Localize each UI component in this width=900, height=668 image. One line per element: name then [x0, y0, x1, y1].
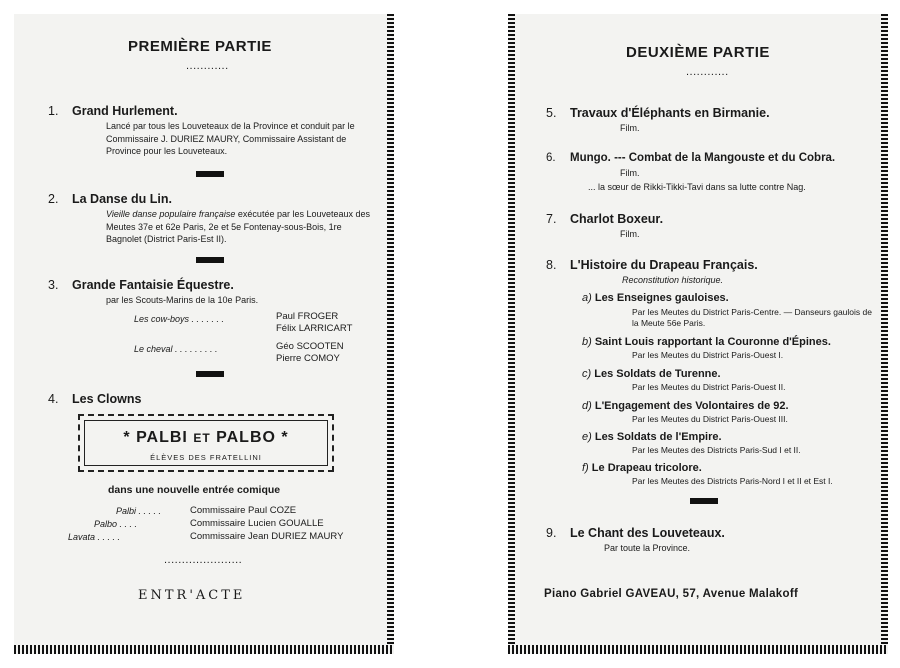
- program-item: [546, 106, 770, 120]
- sub-letter: d): [582, 400, 592, 412]
- item-number: 6.: [546, 152, 556, 164]
- cast-name: Pierre COMOY: [276, 353, 340, 364]
- sub-item: [582, 462, 702, 474]
- section-title: DEUXIÈME PARTIE: [626, 44, 770, 61]
- item-number: 1.: [48, 104, 59, 118]
- page-edge: [881, 14, 888, 654]
- dots-divider: ............: [686, 66, 729, 78]
- sub-item: [582, 431, 722, 443]
- item-number: 5.: [546, 106, 557, 120]
- sub-letter: a): [582, 292, 592, 304]
- dots-divider: ............: [186, 60, 229, 72]
- sub-title: Les Enseignes gauloises.: [594, 292, 729, 304]
- section-title: PREMIÈRE PARTIE: [128, 38, 272, 55]
- cast-name: Géo SCOOTEN: [276, 341, 344, 352]
- clowns-box: [78, 414, 334, 472]
- program-item: [546, 152, 835, 164]
- item-number: 9.: [546, 526, 557, 540]
- sub-letter: f): [582, 462, 589, 474]
- cast-role: Palbo . . . .: [94, 519, 138, 529]
- item-number: 4.: [48, 392, 59, 406]
- separator-bar: [690, 498, 718, 504]
- sub-description: Par les Meutes du District Paris-Ouest II.: [632, 382, 786, 392]
- item-description: par les Scouts-Marins de la 10e Paris.: [106, 295, 259, 305]
- item-number: 8.: [546, 258, 557, 272]
- program-item: [48, 192, 172, 206]
- item-title: Grand Hurlement.: [72, 104, 178, 118]
- item-description: Film.: [620, 123, 640, 133]
- clown-name: PALBI: [136, 429, 188, 446]
- page-edge: [387, 14, 394, 654]
- clown-conjunction: ET: [193, 431, 211, 445]
- separator-bar: [196, 171, 224, 177]
- separator-bar: [196, 371, 224, 377]
- page-edge: [508, 14, 515, 654]
- item-title: L'Histoire du Drapeau Français.: [570, 258, 758, 272]
- star-icon: *: [281, 429, 289, 446]
- sub-item: [582, 336, 831, 348]
- sub-title: Saint Louis rapportant la Couronne d'Épines.: [594, 336, 831, 348]
- sub-title: L'Engagement des Volontaires de 92.: [594, 400, 789, 412]
- entracte-label: ENTR'ACTE: [138, 588, 246, 603]
- clowns-names: [85, 429, 327, 447]
- separator-bar: [196, 257, 224, 263]
- item-number: 7.: [546, 212, 557, 226]
- star-icon: *: [123, 429, 131, 446]
- cast-name: Commissaire Paul COZE: [190, 505, 297, 516]
- cast-role: Lavata . . . . .: [68, 532, 121, 542]
- item-description: Film.: [620, 168, 640, 178]
- program-item: [48, 392, 141, 406]
- item-description: Film.: [620, 229, 640, 239]
- cast-name: Commissaire Lucien GOUALLE: [190, 518, 324, 529]
- item-title: Les Clowns: [72, 392, 142, 406]
- cast-role: Les cow-boys . . . . . . .: [134, 314, 225, 324]
- item-number: 3.: [48, 278, 59, 292]
- item-description: [106, 208, 378, 246]
- clowns-caption: dans une nouvelle entrée comique: [108, 484, 281, 496]
- program-item: [48, 104, 178, 118]
- page-edge: [14, 645, 394, 654]
- sub-description: Par les Meutes du District Paris-Ouest III.: [632, 414, 788, 424]
- sub-item: [582, 368, 721, 380]
- sub-item: [582, 292, 729, 304]
- left-page: [14, 14, 394, 654]
- page-edge: [508, 645, 888, 654]
- item-title: La Danse du Lin.: [72, 192, 173, 206]
- sub-title: Les Soldats de Turenne.: [594, 368, 721, 380]
- cast-role: Palbi . . . . .: [116, 506, 162, 516]
- item-title: Le Chant des Louveteaux.: [570, 526, 725, 540]
- item-description: Par toute la Province.: [604, 543, 691, 553]
- sub-description: Par les Meutes des Districts Paris-Nord I et II et Est I.: [632, 476, 833, 486]
- item-number: 2.: [48, 192, 59, 206]
- clowns-subtitle: ÉLÈVES DES FRATELLINI: [150, 453, 262, 462]
- clowns-box-inner: [84, 420, 328, 466]
- sub-letter: c): [582, 368, 592, 380]
- sub-description: Par les Meutes du District Paris-Centre. — Danseurs gaulois de la Meute 56e Paris.: [632, 307, 872, 328]
- program-item: [48, 278, 234, 292]
- right-page: [508, 14, 888, 654]
- cast-name: Commissaire Jean DURIEZ MAURY: [190, 531, 344, 542]
- program-item: [546, 212, 663, 226]
- sub-item: [582, 400, 789, 412]
- item-description: ... la sœur de Rikki-Tikki-Tavi dans sa lutte contre Nag.: [588, 182, 806, 192]
- description-text: exécutée par les Louveteaux des Meutes 37e et 62e Paris, 2e et 5e Fontenay-sous-Bois, 1re Bagnolet (District Paris-Est II).: [106, 209, 371, 244]
- item-description: Lancé par tous les Louveteaux de la Province et conduit par le Commissaire J. DURIEZ MAURY, Commissaire Assistant de Province pour les Louveteaux.: [106, 121, 355, 156]
- clown-name: PALBO: [216, 429, 276, 446]
- item-title: Charlot Boxeur.: [570, 212, 664, 226]
- sub-title: Le Drapeau tricolore.: [591, 462, 702, 474]
- program-item: [546, 258, 758, 272]
- cast-name: Paul FROGER: [276, 311, 339, 322]
- dots-divider: ......................: [164, 554, 243, 566]
- description-italic: Vieille danse populaire française: [106, 209, 236, 219]
- item-title: Travaux d'Éléphants en Birmanie.: [570, 106, 770, 120]
- sub-letter: b): [582, 336, 592, 348]
- footer-note: Piano Gabriel GAVEAU, 57, Avenue Malakoff: [544, 588, 799, 600]
- sub-description: Par les Meutes du District Paris-Ouest I.: [632, 350, 784, 360]
- item-title: Mungo. --- Combat de la Mangouste et du Cobra.: [570, 152, 836, 164]
- cast-name: Félix LARRICART: [276, 323, 353, 334]
- item-description: Reconstitution historique.: [622, 275, 724, 285]
- sub-title: Les Soldats de l'Empire.: [594, 431, 722, 443]
- item-title: Grande Fantaisie Équestre.: [72, 278, 234, 292]
- sub-description: Par les Meutes des Districts Paris-Sud I et II.: [632, 445, 801, 455]
- program-item: [546, 526, 725, 540]
- cast-role: Le cheval . . . . . . . . .: [134, 344, 218, 354]
- sub-letter: e): [582, 431, 592, 443]
